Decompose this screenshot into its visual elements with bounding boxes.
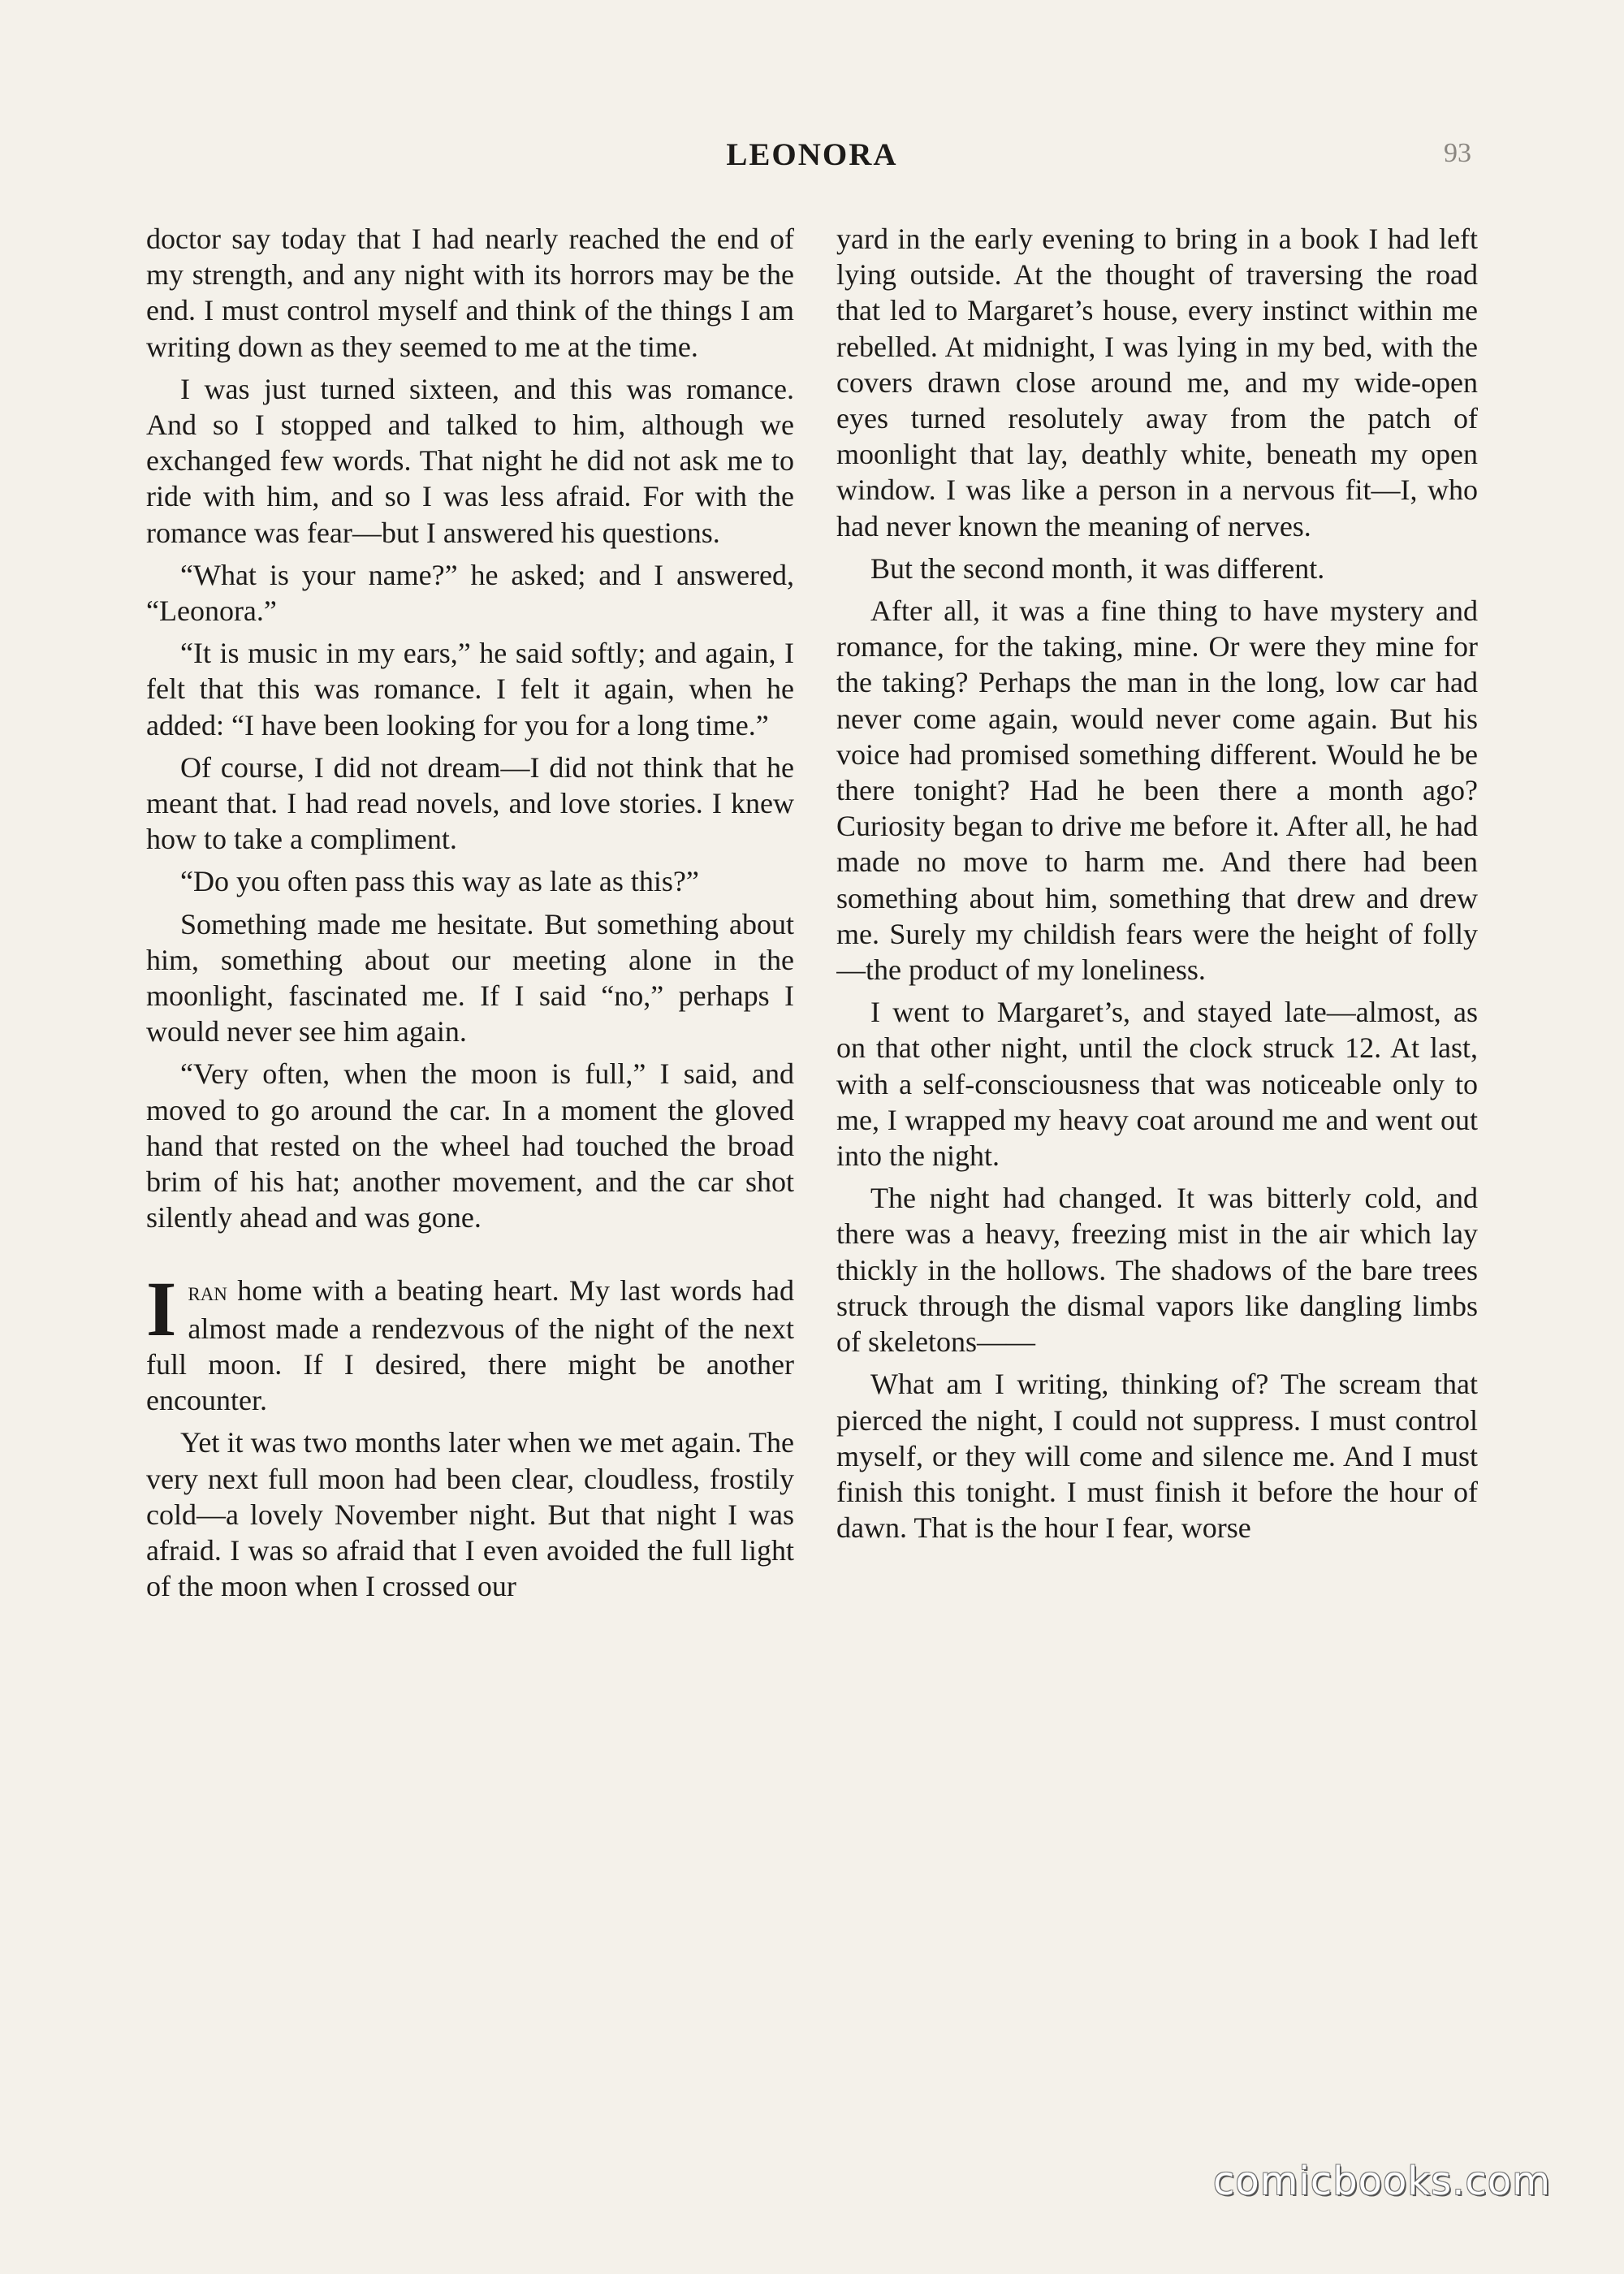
paragraph: “What is your name?” he asked; and I answered, “Leonora.” <box>146 558 794 628</box>
paragraph: Yet it was two months later when we met again. The very next full moon had been clear, cloudless, frostily cold—a lovely November night. But that night I was afraid. I was so afraid that I even avoided the full light of the moon when I crossed our <box>146 1426 794 1603</box>
paragraph: What am I writing, thinking of? The scream that pierced the night, I could not suppress. I must control myself, or they will come and silence me. And I must finish this tonight. I must finish it before the hour of dawn. That is the hour I fear, worse <box>836 1368 1478 1545</box>
right-column <box>836 221 1478 2129</box>
paragraph: “It is music in my ears,” he said softly; and again, I felt that this was romance. I felt it again, when he added: “I have been looking for you for a long time.” <box>146 637 794 741</box>
left-column <box>146 221 794 2129</box>
page-number: 93 <box>1444 138 1471 168</box>
paragraph: The night had changed. It was bitterly cold, and there was a heavy, freezing mist in the air which lay thickly in the hollows. The shadows of the bare trees struck through the dismal vapors like dangling limbs of skeletons—— <box>836 1182 1478 1359</box>
watermark-logo: comicbooks.com <box>1212 2159 1551 2204</box>
paragraph: Something made me hesitate. But something about him, something about our meeting alone in the moonlight, fascinated me. If I said “no,” perhaps I would never see him again. <box>146 907 794 1048</box>
paragraph-text: home with a beating heart. My last words had almost made a rendezvous of the night of the next full moon. If I desired, there might be another encounter. <box>146 1274 794 1417</box>
section-start-paragraph <box>146 1265 794 1418</box>
paragraph: I was just turned sixteen, and this was romance. And so I stopped and talked to him, although we exchanged few words. That night he did not ask me to ride with him, and so I was less afraid. For with the romance was fear—but I answered his questions. <box>146 372 794 549</box>
paragraph: doctor say today that I had nearly reached the end of my strength, and any night with its horrors may be the end. I must control myself and think of the things I am writing down as they seemed to me at the time. <box>146 223 794 363</box>
paragraph: Of course, I did not dream—I did not think that he meant that. I had read novels, and love stories. I knew how to take a compliment. <box>146 750 794 856</box>
small-caps-lead: ran <box>188 1278 227 1308</box>
paragraph: I went to Margaret’s, and stayed late—almost, as on that other night, until the clock struck 12. At last, with a self-consciousness that was noticeable only to me, I wrapped my heavy coat around me and went out into the night. <box>836 996 1478 1173</box>
paragraph: “Very often, when the moon is full,” I said, and moved to go around the car. In a moment the gloved hand that rested on the wheel had touched the broad brim of his hat; another movement, and the car shot silently ahead and was gone. <box>146 1057 794 1234</box>
page-header <box>0 136 1624 185</box>
running-title: LEONORA <box>726 137 898 172</box>
paragraph: “Do you often pass this way as late as this?” <box>180 865 699 898</box>
paragraph: yard in the early evening to bring in a book I had left lying outside. At the thought of traversing the road that led to Margaret’s house, every instinct within me rebelled. At midnight, I was lying in my bed, with the covers drawn close around me, and my wide-open eyes turned resolutely away from the patch of moonlight that lay, deathly white, beneath my open window. I was like a person in a nervous fit—I, who had never known the meaning of nerves. <box>836 223 1478 543</box>
drop-cap: I <box>146 1265 177 1353</box>
paragraph: After all, it was a fine thing to have mystery and romance, for the taking, mine. Or were they mine for the taking? Perhaps the man in the long, low car had never come again, would never come again. But his voice had promised something different. Would he be there tonight? Had he been there a month ago? Curiosity began to drive me before it. After all, he had made no move to harm me. And there had been something about him, something that drew and drew me. Surely my childish fears were the height of folly—the product of my loneliness. <box>836 594 1478 987</box>
paragraph: But the second month, it was different. <box>870 551 1325 585</box>
